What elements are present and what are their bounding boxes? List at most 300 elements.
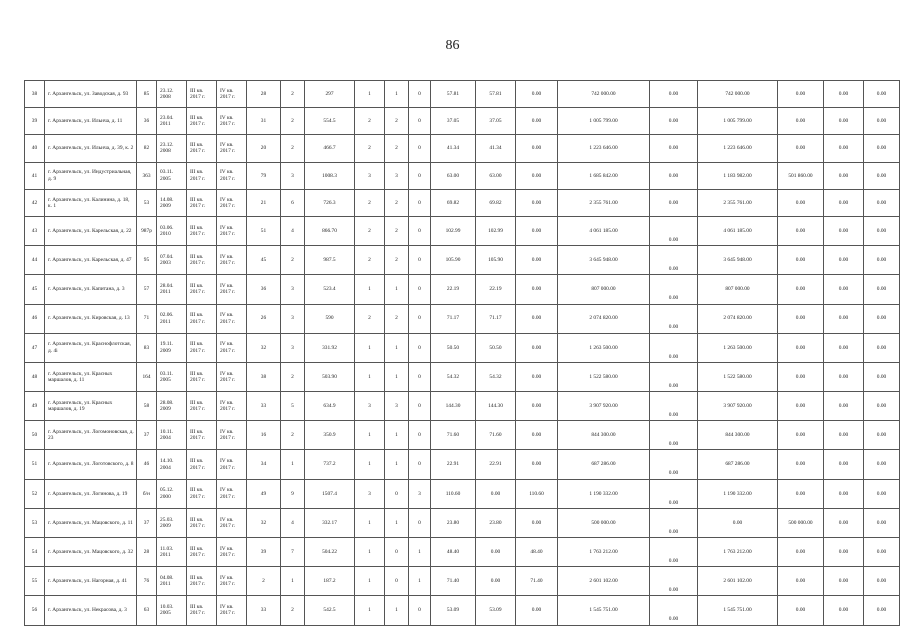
count-total-cell: 1	[355, 538, 385, 567]
cost-part-e-cell: 0.00	[864, 135, 900, 162]
cost-total-cell: 687 286.00	[558, 450, 650, 479]
cost-part-a-cell: 0.00	[650, 479, 698, 508]
cost-part-e-cell: 0.00	[864, 162, 900, 189]
area-total-cell: 71.40	[431, 567, 476, 596]
area-a-cell: 37.05	[476, 108, 516, 135]
row-number-cell: 54	[25, 538, 45, 567]
area-cell: 987.5	[305, 246, 355, 275]
cost-part-c-cell: 0.00	[778, 538, 824, 567]
cost-part-c-cell: 0.00	[778, 479, 824, 508]
table-row	[25, 392, 900, 421]
count-b-cell: 3	[281, 275, 305, 304]
cost-part-d-cell: 0.00	[824, 596, 864, 625]
cost-part-c-cell: 0.00	[778, 362, 824, 391]
address-cell: г. Архангельск, ул. Нагорная, д. 41	[45, 567, 137, 596]
address-cell: г. Архангельск, ул. Логинова, д. 19	[45, 479, 137, 508]
row-number-cell: 40	[25, 135, 45, 162]
cost-part-b-cell: 1 005 799.00	[698, 108, 778, 135]
cost-total-cell: 1 763 212.00	[558, 538, 650, 567]
end-quarter-cell: IV кв. 2017 г.	[217, 538, 247, 567]
count-total-cell: 1	[355, 81, 385, 108]
cost-part-c-cell: 0.00	[778, 135, 824, 162]
table-row	[25, 304, 900, 333]
end-quarter-cell: IV кв. 2017 г.	[217, 135, 247, 162]
date-cell: 23.04. 2011	[157, 108, 187, 135]
house-number-cell: 95	[137, 246, 157, 275]
area-total-cell: 110.60	[431, 479, 476, 508]
house-number-cell: 82	[137, 135, 157, 162]
cost-part-c-cell: 0.00	[778, 216, 824, 245]
start-quarter-cell: III кв. 2017 г.	[187, 304, 217, 333]
cost-part-c-cell: 0.00	[778, 421, 824, 450]
count-a-cell: 32	[247, 508, 281, 537]
count-d-cell: 0	[409, 392, 431, 421]
row-number-cell: 50	[25, 421, 45, 450]
cost-part-a-cell: 0.00	[650, 421, 698, 450]
area-cell: 634.9	[305, 392, 355, 421]
table-row	[25, 216, 900, 245]
address-cell: г. Архангельск, ул. Индустриальная, д. 9	[45, 162, 137, 189]
end-quarter-cell: IV кв. 2017 г.	[217, 362, 247, 391]
table-row	[25, 450, 900, 479]
cost-part-d-cell: 0.00	[824, 333, 864, 362]
count-d-cell: 0	[409, 246, 431, 275]
area-cell: 1008.3	[305, 162, 355, 189]
end-quarter-cell: IV кв. 2017 г.	[217, 392, 247, 421]
cost-total-cell: 2 601 102.00	[558, 567, 650, 596]
area-cell: 297	[305, 81, 355, 108]
row-number-cell: 53	[25, 508, 45, 537]
house-number-cell: 987р	[137, 216, 157, 245]
count-d-cell: 0	[409, 508, 431, 537]
area-total-cell: 48.40	[431, 538, 476, 567]
count-total-cell: 1	[355, 275, 385, 304]
address-cell: г. Архангельск, ул. Красных маршалов, д. 19	[45, 392, 137, 421]
end-quarter-cell: IV кв. 2017 г.	[217, 216, 247, 245]
cost-part-b-cell: 1 545 751.00	[698, 596, 778, 625]
area-cell: 332.17	[305, 508, 355, 537]
start-quarter-cell: III кв. 2017 г.	[187, 450, 217, 479]
row-number-cell: 55	[25, 567, 45, 596]
address-cell: г. Архангельск, ул. Кировская, д. 13	[45, 304, 137, 333]
cost-part-e-cell: 0.00	[864, 216, 900, 245]
house-number-cell: 58	[137, 392, 157, 421]
area-a-cell: 41.34	[476, 135, 516, 162]
date-cell: 04.08. 2011	[157, 567, 187, 596]
row-number-cell: 46	[25, 304, 45, 333]
count-a-cell: 36	[247, 275, 281, 304]
count-b-cell: 3	[281, 304, 305, 333]
cost-total-cell: 3 907 920.00	[558, 392, 650, 421]
count-d-cell: 0	[409, 304, 431, 333]
area-cell: 542.5	[305, 596, 355, 625]
area-b-cell: 0.00	[516, 333, 558, 362]
count-a-cell: 20	[247, 135, 281, 162]
table-row	[25, 567, 900, 596]
start-quarter-cell: III кв. 2017 г.	[187, 275, 217, 304]
cost-part-a-cell: 0.00	[650, 392, 698, 421]
cost-part-a-cell: 0.00	[650, 135, 698, 162]
count-c-cell: 1	[385, 362, 409, 391]
count-d-cell: 3	[409, 479, 431, 508]
area-b-cell: 0.00	[516, 135, 558, 162]
cost-total-cell: 1 545 751.00	[558, 596, 650, 625]
table-row	[25, 189, 900, 216]
cost-part-d-cell: 0.00	[824, 81, 864, 108]
cost-part-c-cell: 0.00	[778, 567, 824, 596]
row-number-cell: 45	[25, 275, 45, 304]
count-a-cell: 32	[247, 333, 281, 362]
cost-part-a-cell: 0.00	[650, 567, 698, 596]
cost-part-e-cell: 0.00	[864, 108, 900, 135]
cost-part-d-cell: 0.00	[824, 275, 864, 304]
address-cell: г. Архангельск, ул. Некрасова, д. 3	[45, 596, 137, 625]
date-cell: 02.06. 2011	[157, 304, 187, 333]
cost-part-a-cell: 0.00	[650, 304, 698, 333]
address-cell: г. Архангельск, ул. Краснофлотская, д. 4i	[45, 333, 137, 362]
cost-part-d-cell: 0.00	[824, 216, 864, 245]
row-number-cell: 41	[25, 162, 45, 189]
cost-total-cell: 844 300.00	[558, 421, 650, 450]
row-number-cell: 47	[25, 333, 45, 362]
count-a-cell: 45	[247, 246, 281, 275]
date-cell: 03.11. 2005	[157, 162, 187, 189]
date-cell: 03.06. 2010	[157, 216, 187, 245]
area-total-cell: 22.91	[431, 450, 476, 479]
area-b-cell: 0.00	[516, 246, 558, 275]
area-a-cell: 23.80	[476, 508, 516, 537]
cost-part-b-cell: 742 000.00	[698, 81, 778, 108]
area-cell: 726.3	[305, 189, 355, 216]
count-a-cell: 2	[247, 567, 281, 596]
row-number-cell: 38	[25, 81, 45, 108]
area-total-cell: 57.81	[431, 81, 476, 108]
cost-part-c-cell: 0.00	[778, 246, 824, 275]
address-cell: г. Архангельск, ул. Ильича, д. 39, к. 2	[45, 135, 137, 162]
area-a-cell: 102.99	[476, 216, 516, 245]
cost-part-e-cell: 0.00	[864, 362, 900, 391]
cost-part-a-cell: 0.00	[650, 246, 698, 275]
area-a-cell: 50.50	[476, 333, 516, 362]
count-a-cell: 21	[247, 189, 281, 216]
house-number-cell: 28	[137, 538, 157, 567]
cost-part-b-cell: 1 190 332.00	[698, 479, 778, 508]
address-cell: г. Архангельск, ул. Карельская, д. 47	[45, 246, 137, 275]
end-quarter-cell: IV кв. 2017 г.	[217, 333, 247, 362]
count-d-cell: 0	[409, 135, 431, 162]
house-number-cell: 37	[137, 508, 157, 537]
count-d-cell: 0	[409, 189, 431, 216]
date-cell: 25.03. 2009	[157, 508, 187, 537]
count-b-cell: 4	[281, 216, 305, 245]
count-b-cell: 9	[281, 479, 305, 508]
count-b-cell: 2	[281, 246, 305, 275]
count-d-cell: 0	[409, 216, 431, 245]
count-total-cell: 1	[355, 421, 385, 450]
count-b-cell: 1	[281, 567, 305, 596]
area-a-cell: 144.30	[476, 392, 516, 421]
count-d-cell: 0	[409, 162, 431, 189]
area-b-cell: 0.00	[516, 304, 558, 333]
cost-part-d-cell: 0.00	[824, 538, 864, 567]
start-quarter-cell: III кв. 2017 г.	[187, 538, 217, 567]
date-cell: 05.12. 2000	[157, 479, 187, 508]
cost-total-cell: 1 685 842.00	[558, 162, 650, 189]
cost-part-a-cell: 0.00	[650, 216, 698, 245]
count-a-cell: 28	[247, 81, 281, 108]
count-total-cell: 3	[355, 392, 385, 421]
cost-part-b-cell: 1 522 580.00	[698, 362, 778, 391]
count-total-cell: 2	[355, 189, 385, 216]
count-b-cell: 2	[281, 596, 305, 625]
area-total-cell: 22.19	[431, 275, 476, 304]
area-cell: 737.2	[305, 450, 355, 479]
count-c-cell: 2	[385, 304, 409, 333]
end-quarter-cell: IV кв. 2017 г.	[217, 596, 247, 625]
start-quarter-cell: III кв. 2017 г.	[187, 392, 217, 421]
end-quarter-cell: IV кв. 2017 г.	[217, 275, 247, 304]
table-row	[25, 362, 900, 391]
area-total-cell: 71.60	[431, 421, 476, 450]
count-a-cell: 49	[247, 479, 281, 508]
count-b-cell: 6	[281, 189, 305, 216]
area-total-cell: 63.00	[431, 162, 476, 189]
cost-part-c-cell: 0.00	[778, 304, 824, 333]
end-quarter-cell: IV кв. 2017 г.	[217, 81, 247, 108]
table-body	[25, 81, 900, 626]
date-cell: 19.11. 2009	[157, 333, 187, 362]
count-c-cell: 1	[385, 275, 409, 304]
area-b-cell: 0.00	[516, 216, 558, 245]
count-a-cell: 34	[247, 450, 281, 479]
cost-part-d-cell: 0.00	[824, 304, 864, 333]
count-b-cell: 2	[281, 362, 305, 391]
count-b-cell: 2	[281, 421, 305, 450]
count-c-cell: 2	[385, 216, 409, 245]
area-total-cell: 53.09	[431, 596, 476, 625]
date-cell: 07.04. 2003	[157, 246, 187, 275]
table-row	[25, 508, 900, 537]
table-row	[25, 81, 900, 108]
cost-part-c-cell: 0.00	[778, 392, 824, 421]
area-a-cell: 0.00	[476, 479, 516, 508]
cost-part-e-cell: 0.00	[864, 246, 900, 275]
cost-part-c-cell: 0.00	[778, 108, 824, 135]
cost-part-e-cell: 0.00	[864, 275, 900, 304]
area-b-cell: 0.00	[516, 421, 558, 450]
cost-part-a-cell: 0.00	[650, 450, 698, 479]
house-number-cell: 363	[137, 162, 157, 189]
house-number-cell: 76	[137, 567, 157, 596]
count-total-cell: 2	[355, 304, 385, 333]
count-c-cell: 1	[385, 81, 409, 108]
count-c-cell: 1	[385, 450, 409, 479]
start-quarter-cell: III кв. 2017 г.	[187, 162, 217, 189]
count-b-cell: 5	[281, 392, 305, 421]
house-number-cell: 37	[137, 421, 157, 450]
cost-part-b-cell: 3 645 948.00	[698, 246, 778, 275]
area-total-cell: 23.80	[431, 508, 476, 537]
area-b-cell: 0.00	[516, 508, 558, 537]
start-quarter-cell: III кв. 2017 г.	[187, 81, 217, 108]
count-d-cell: 1	[409, 567, 431, 596]
address-cell: г. Архангельск, ул. Красных маршалов, д. 11	[45, 362, 137, 391]
count-c-cell: 2	[385, 135, 409, 162]
cost-part-b-cell: 0.00	[698, 508, 778, 537]
table-row	[25, 333, 900, 362]
row-number-cell: 44	[25, 246, 45, 275]
row-number-cell: 39	[25, 108, 45, 135]
start-quarter-cell: III кв. 2017 г.	[187, 216, 217, 245]
row-number-cell: 43	[25, 216, 45, 245]
cost-part-c-cell: 0.00	[778, 450, 824, 479]
date-cell: 23.12. 2008	[157, 135, 187, 162]
cost-part-a-cell: 0.00	[650, 508, 698, 537]
cost-total-cell: 1 190 332.00	[558, 479, 650, 508]
count-a-cell: 51	[247, 216, 281, 245]
count-b-cell: 3	[281, 162, 305, 189]
area-a-cell: 22.91	[476, 450, 516, 479]
address-cell: г. Архангельск, ул. Мацовского, д. 32	[45, 538, 137, 567]
row-number-cell: 52	[25, 479, 45, 508]
count-c-cell: 3	[385, 162, 409, 189]
area-cell: 504.22	[305, 538, 355, 567]
address-cell: г. Архангельск, ул. Капитана, д. 3	[45, 275, 137, 304]
address-cell: г. Архангельск, ул. Логотовского, д. 8	[45, 450, 137, 479]
area-cell: 187.2	[305, 567, 355, 596]
count-c-cell: 0	[385, 538, 409, 567]
cost-part-b-cell: 1 183 982.00	[698, 162, 778, 189]
count-c-cell: 1	[385, 508, 409, 537]
count-c-cell: 2	[385, 189, 409, 216]
count-c-cell: 1	[385, 421, 409, 450]
cost-part-c-cell: 501 860.00	[778, 162, 824, 189]
area-a-cell: 0.00	[476, 538, 516, 567]
cost-part-b-cell: 2 074 820.00	[698, 304, 778, 333]
start-quarter-cell: III кв. 2017 г.	[187, 508, 217, 537]
area-a-cell: 63.00	[476, 162, 516, 189]
cost-part-e-cell: 0.00	[864, 304, 900, 333]
area-total-cell: 37.05	[431, 108, 476, 135]
area-a-cell: 71.17	[476, 304, 516, 333]
area-b-cell: 0.00	[516, 162, 558, 189]
count-b-cell: 1	[281, 450, 305, 479]
table-row	[25, 275, 900, 304]
area-b-cell: 110.60	[516, 479, 558, 508]
cost-part-e-cell: 0.00	[864, 421, 900, 450]
cost-part-b-cell: 807 000.00	[698, 275, 778, 304]
cost-part-b-cell: 1 263 500.00	[698, 333, 778, 362]
area-total-cell: 144.30	[431, 392, 476, 421]
count-total-cell: 3	[355, 162, 385, 189]
house-number-cell: 83	[137, 333, 157, 362]
cost-part-a-cell: 0.00	[650, 162, 698, 189]
area-total-cell: 54.32	[431, 362, 476, 391]
end-quarter-cell: IV кв. 2017 г.	[217, 421, 247, 450]
count-d-cell: 0	[409, 596, 431, 625]
count-d-cell: 1	[409, 538, 431, 567]
cost-part-a-cell: 0.00	[650, 333, 698, 362]
count-d-cell: 0	[409, 333, 431, 362]
count-a-cell: 39	[247, 538, 281, 567]
area-cell: 331.92	[305, 333, 355, 362]
table-row	[25, 246, 900, 275]
cost-part-b-cell: 2 601 102.00	[698, 567, 778, 596]
cost-total-cell: 1 263 500.00	[558, 333, 650, 362]
house-number-cell: 57	[137, 275, 157, 304]
cost-part-c-cell: 500 000.00	[778, 508, 824, 537]
date-cell: 03.11. 2005	[157, 362, 187, 391]
house-number-cell: 164	[137, 362, 157, 391]
count-c-cell: 0	[385, 567, 409, 596]
area-cell: 590	[305, 304, 355, 333]
area-cell: 523.4	[305, 275, 355, 304]
count-a-cell: 31	[247, 108, 281, 135]
date-cell: 11.03. 2011	[157, 538, 187, 567]
area-total-cell: 50.50	[431, 333, 476, 362]
date-cell: 28.04. 2011	[157, 275, 187, 304]
area-b-cell: 0.00	[516, 450, 558, 479]
area-total-cell: 71.17	[431, 304, 476, 333]
date-cell: 10.11. 2004	[157, 421, 187, 450]
cost-part-d-cell: 0.00	[824, 108, 864, 135]
start-quarter-cell: III кв. 2017 г.	[187, 421, 217, 450]
table-row	[25, 538, 900, 567]
count-d-cell: 0	[409, 421, 431, 450]
count-total-cell: 1	[355, 508, 385, 537]
area-b-cell: 71.40	[516, 567, 558, 596]
house-number-cell: 36	[137, 108, 157, 135]
count-total-cell: 1	[355, 333, 385, 362]
cost-part-b-cell: 844 300.00	[698, 421, 778, 450]
cost-part-d-cell: 0.00	[824, 450, 864, 479]
count-d-cell: 0	[409, 275, 431, 304]
area-a-cell: 69.82	[476, 189, 516, 216]
row-number-cell: 42	[25, 189, 45, 216]
house-number-cell: 85	[137, 81, 157, 108]
address-cell: г. Архангельск, ул. Ильича, д. 11	[45, 108, 137, 135]
start-quarter-cell: III кв. 2017 г.	[187, 135, 217, 162]
count-c-cell: 1	[385, 333, 409, 362]
cost-part-d-cell: 0.00	[824, 362, 864, 391]
area-b-cell: 0.00	[516, 362, 558, 391]
row-number-cell: 48	[25, 362, 45, 391]
count-c-cell: 0	[385, 479, 409, 508]
cost-part-e-cell: 0.00	[864, 392, 900, 421]
cost-total-cell: 742 000.00	[558, 81, 650, 108]
cost-part-b-cell: 687 286.00	[698, 450, 778, 479]
area-b-cell: 0.00	[516, 189, 558, 216]
count-b-cell: 3	[281, 333, 305, 362]
row-number-cell: 49	[25, 392, 45, 421]
row-number-cell: 56	[25, 596, 45, 625]
cost-total-cell: 3 645 948.00	[558, 246, 650, 275]
date-cell: 28.08. 2009	[157, 392, 187, 421]
cost-part-a-cell: 0.00	[650, 362, 698, 391]
house-number-cell: 53	[137, 189, 157, 216]
cost-part-a-cell: 0.00	[650, 81, 698, 108]
area-total-cell: 41.34	[431, 135, 476, 162]
cost-part-a-cell: 0.00	[650, 108, 698, 135]
address-cell: г. Архангельск, ул. Калинина, д. 18, к. 1	[45, 189, 137, 216]
cost-total-cell: 1 522 580.00	[558, 362, 650, 391]
cost-total-cell: 1 005 799.00	[558, 108, 650, 135]
cost-part-e-cell: 0.00	[864, 479, 900, 508]
count-a-cell: 33	[247, 596, 281, 625]
count-total-cell: 2	[355, 246, 385, 275]
cost-part-b-cell: 3 907 920.00	[698, 392, 778, 421]
cost-part-a-cell: 0.00	[650, 596, 698, 625]
